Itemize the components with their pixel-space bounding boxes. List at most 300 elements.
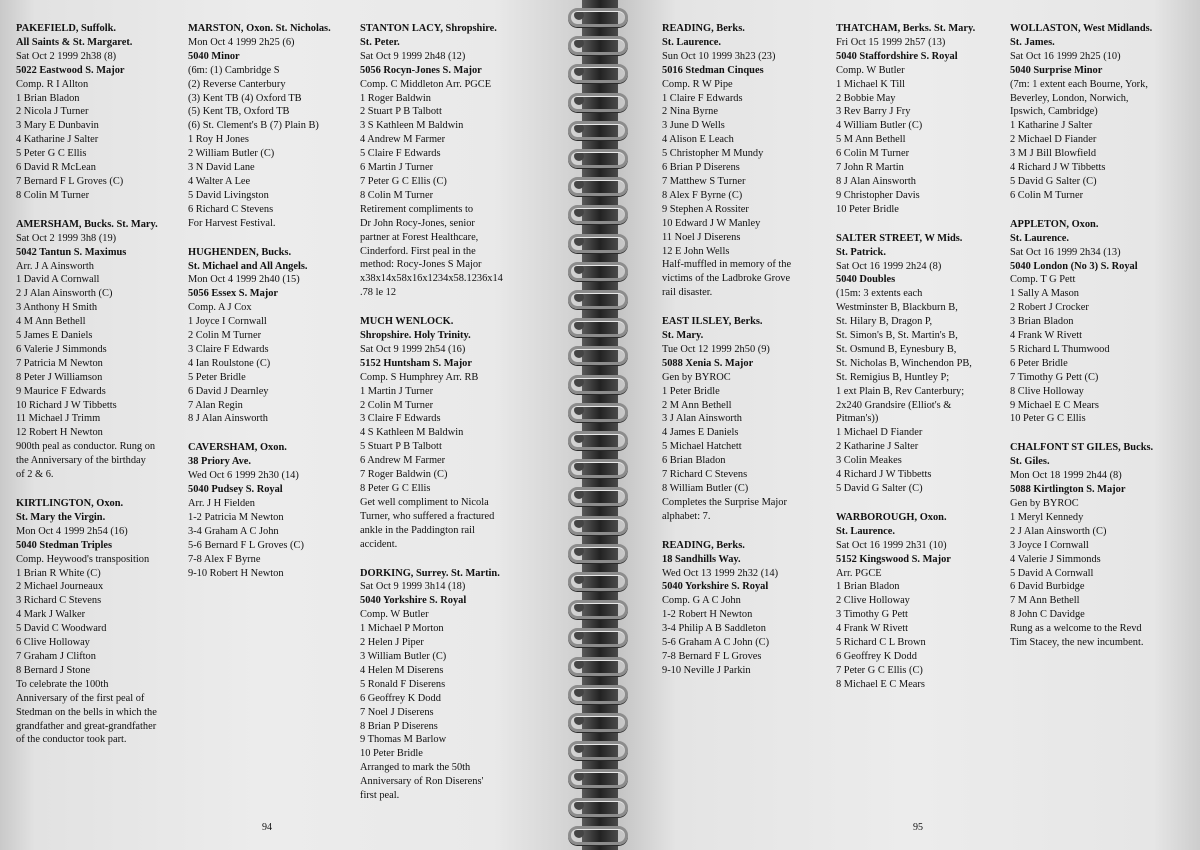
peal-record <box>836 511 975 692</box>
ringer: 4 Alison E Leach <box>662 134 734 146</box>
peal-footnote: of the conductor took part. <box>16 734 127 746</box>
ringer: 1 David A Cornwall <box>16 274 100 286</box>
peal-composition: Ipswich, Cambridge) <box>1010 106 1098 118</box>
peal-footnote: Half-muffled in memory of the <box>662 259 792 271</box>
ringer: 7 Bernard F L Groves (C) <box>16 175 124 187</box>
ringer: 1 Michael D Fiander <box>836 427 923 439</box>
peal-record <box>188 441 331 580</box>
ringer: 5 Ronald F Diserens <box>360 678 446 690</box>
right-page <box>618 0 1200 850</box>
ringer: 6 Geoffrey K Dodd <box>836 650 917 662</box>
ringer: 3 William Butler (C) <box>360 650 447 662</box>
peal-column <box>16 22 158 762</box>
ringer: 2 J Alan Ainsworth (C) <box>16 288 113 300</box>
binding-ring <box>568 318 628 337</box>
peal-date: Sat Oct 9 1999 2h48 (12) <box>360 50 466 62</box>
ringer: 6 Clive Holloway <box>16 637 90 649</box>
ringer: 4 S Kathleen M Baldwin <box>360 427 464 439</box>
peal-date: Sat Oct 16 1999 2h31 (10) <box>836 539 947 551</box>
peal-footnote: alphabet: 7. <box>662 510 711 522</box>
ringer: 2 Bobbie May <box>836 92 896 104</box>
binding-ring <box>568 234 628 253</box>
peal-composition: Gen by BYROC <box>662 371 731 383</box>
ringer: 6 David J Dearnley <box>188 385 269 397</box>
peal-location: Shropshire. Holy Trinity. <box>360 330 471 342</box>
peal-method: 5088 Xenia S. Major <box>662 357 754 369</box>
binding-ring <box>568 487 628 506</box>
peal-method: 5152 Kingswood S. Major <box>836 553 951 565</box>
peal-footnote: victims of the Ladbroke Grove <box>662 273 791 285</box>
ringer: 4 Walter A Lee <box>188 175 251 187</box>
ringer: 4 Katharine J Salter <box>16 134 99 146</box>
ringer: 6 David Burbidge <box>1010 581 1085 593</box>
peal-footnote: Dr John Rocy-Jones, senior <box>360 217 475 229</box>
peal-method: 5040 Pudsey S. Royal <box>188 484 283 496</box>
peal-date: Sat Oct 16 1999 2h34 (13) <box>1010 246 1121 258</box>
peal-date: Mon Oct 18 1999 2h44 (8) <box>1010 470 1122 482</box>
peal-column <box>360 22 503 818</box>
peal-composition: Beverley, London, Norwich, <box>1010 92 1129 104</box>
peal-date: Sat Oct 9 1999 2h54 (16) <box>360 343 466 355</box>
peal-composition: Comp. W Butler <box>836 64 905 76</box>
peal-footnote: Get well compliment to Nicola <box>360 496 489 508</box>
peal-location: St. Mary. <box>662 330 704 342</box>
peal-location: STANTON LACY, Shropshire. <box>360 23 497 34</box>
peal-composition: Arr. J A Ainsworth <box>16 260 94 272</box>
peal-composition: Comp. A J Cox <box>188 302 252 314</box>
peal-column <box>1010 22 1153 665</box>
peal-composition: (3) Kent TB (4) Oxford TB <box>188 92 302 104</box>
peal-column <box>188 22 331 595</box>
peal-method: 5040 Yorkshire S. Royal <box>662 581 769 593</box>
peal-column <box>836 22 975 707</box>
ringer: 2 Nicola J Turner <box>16 106 89 118</box>
ringer: 9 Michael E C Mears <box>1010 399 1099 411</box>
peal-composition: Arr. PGCE <box>836 567 882 579</box>
peal-composition: Pitman's)) <box>836 413 879 425</box>
ringer: 6 Peter Bridle <box>1010 357 1068 369</box>
peal-footnote: 900th peal as conductor. Rung on <box>16 441 156 453</box>
binding-ring <box>568 121 628 140</box>
ringer: 5 Claire F Edwards <box>360 148 441 160</box>
peal-footnote: the Anniversary of the birthday <box>16 455 146 467</box>
peal-location: St. Mary the Virgin. <box>16 511 106 523</box>
ringer: 6 Richard C Stevens <box>188 203 274 215</box>
ringer: 4 M Ann Bethell <box>16 316 86 328</box>
ringer: 4 Ian Roulstone (C) <box>188 357 271 369</box>
ringer: 4 Richard J W Tibbetts <box>1010 162 1106 174</box>
ringer: 1 Joyce I Cornwall <box>188 316 267 328</box>
peal-location: St. Giles. <box>1010 456 1050 468</box>
binding-ring <box>568 713 628 732</box>
peal-record <box>1010 218 1153 427</box>
ringer: 5 James E Daniels <box>16 330 93 342</box>
ringer: 6 David R McLean <box>16 162 96 174</box>
ringer: 1 Michael P Morton <box>360 623 444 635</box>
peal-date: Sat Oct 9 1999 3h14 (18) <box>360 581 466 593</box>
peal-date: Sun Oct 10 1999 3h23 (23) <box>662 50 776 62</box>
peal-footnote: partner at Forest Healthcare, <box>360 231 479 243</box>
ringer: 9 Maurice F Edwards <box>16 385 106 397</box>
ringer: 1 Katharine J Salter <box>1010 120 1093 132</box>
ringer: 3 Richard C Stevens <box>16 595 102 607</box>
ringer: 2 Michael Journeaux <box>16 581 104 593</box>
peal-method: 5056 Essex S. Major <box>188 288 279 300</box>
ringer: 7 Timothy G Pett (C) <box>1010 371 1099 383</box>
ringer: 8 Peter J Williamson <box>16 371 103 383</box>
peal-composition: Comp. C Middleton Arr. PGCE <box>360 78 492 90</box>
peal-date: Mon Oct 4 1999 2h25 (6) <box>188 36 295 48</box>
peal-footnote: Tim Stacey, the new incumbent. <box>1010 637 1144 649</box>
peal-footnote: method: Rocy-Jones S Major <box>360 259 482 271</box>
ringer: 2 Colin M Turner <box>188 330 262 342</box>
peal-composition: Comp. R W Pipe <box>662 78 733 90</box>
peal-method: 5056 Rocyn-Jones S. Major <box>360 64 482 76</box>
peal-location: St. Laurence. <box>836 525 895 537</box>
peal-composition: (15m: 3 extents each <box>836 288 923 300</box>
page-number: 95 <box>913 822 923 833</box>
peal-composition: Arr. J H Fielden <box>188 498 255 509</box>
ringer: 10 Richard J W Tibbetts <box>16 399 117 411</box>
ringer: 3 S Kathleen M Baldwin <box>360 120 464 132</box>
peal-composition: Gen by BYROC <box>1010 498 1079 509</box>
peal-location: APPLETON, Oxon. <box>1010 218 1099 230</box>
ringer: 2 Helen J Piper <box>360 637 424 649</box>
peal-record <box>1010 22 1153 203</box>
peal-location: St. Peter. <box>360 36 400 48</box>
binding-ring <box>568 177 628 196</box>
ringer: 11 Michael J Trimm <box>16 413 101 425</box>
ringer: 5 M Ann Bethell <box>836 134 906 146</box>
peal-location: WARBOROUGH, Oxon. <box>836 511 947 523</box>
peal-composition: Comp. T G Pett <box>1010 274 1076 286</box>
peal-footnote: Turner, who suffered a fractured <box>360 510 495 522</box>
peal-location: MUCH WENLOCK. <box>360 316 454 328</box>
ringer: 2 Stuart P B Talbott <box>360 106 442 118</box>
binding-ring <box>568 375 628 394</box>
peal-date: Mon Oct 4 1999 2h54 (16) <box>16 525 128 537</box>
ringer: 10 Peter Bridle <box>360 748 423 760</box>
ringer: 8 J Alan Ainsworth <box>836 175 916 187</box>
peal-footnote: .78 le 12 <box>360 287 397 299</box>
peal-record <box>662 22 791 300</box>
ringer: 4 James E Daniels <box>662 427 739 439</box>
ringer: 7-8 Bernard F L Groves <box>662 650 762 662</box>
ringer: 4 Mark J Walker <box>16 609 86 621</box>
ringer: 7 Peter G C Ellis (C) <box>836 664 923 676</box>
peal-footnote: Rung as a welcome to the Revd <box>1010 623 1142 635</box>
peal-footnote: rail disaster. <box>662 287 713 299</box>
ringer: 4 Helen M Diserens <box>360 664 444 676</box>
ringer: 3 Timothy G Pett <box>836 609 908 621</box>
ringer: 6 Geoffrey K Dodd <box>360 692 441 704</box>
peal-location: THATCHAM, Berks. St. Mary. <box>836 23 976 34</box>
binding-ring <box>568 36 628 55</box>
peal-location: 18 Sandhills Way. <box>662 553 741 565</box>
ringer: 2 Clive Holloway <box>836 595 910 607</box>
ringer: 2 Michael D Fiander <box>1010 134 1097 146</box>
peal-footnote: Completes the Surprise Major <box>662 496 787 508</box>
peal-date: Fri Oct 15 1999 2h57 (13) <box>836 36 946 48</box>
ringer: 5 David Livingston <box>188 189 269 201</box>
ringer: 8 J Alan Ainsworth <box>188 413 268 425</box>
ringer: 2 William Butler (C) <box>188 148 275 160</box>
peal-location: 38 Priory Ave. <box>188 456 251 468</box>
peal-method: 5040 Minor <box>188 50 240 62</box>
peal-method: 5022 Eastwood S. Major <box>16 64 125 76</box>
ringer: 7 Richard C Stevens <box>662 469 748 481</box>
ringer: 5-6 Bernard F L Groves (C) <box>188 539 304 551</box>
ringer: 4 Frank W Rivett <box>1010 330 1083 342</box>
peal-footnote: x38x14x58x16x1234x58.1236x14 <box>360 273 503 285</box>
peal-location: HUGHENDEN, Bucks. <box>188 246 292 258</box>
peal-date: Wed Oct 13 1999 2h32 (14) <box>662 567 779 579</box>
peal-record <box>188 22 331 231</box>
peal-record <box>662 539 791 678</box>
ringer: 6 Andrew M Farmer <box>360 455 446 467</box>
peal-method: 5040 Staffordshire S. Royal <box>836 50 958 62</box>
ringer: 6 Brian Bladon <box>662 455 726 467</box>
ringer: 12 E John Wells <box>662 245 730 257</box>
peal-composition: Comp. S Humphrey Arr. RB <box>360 371 479 383</box>
peal-location: MARSTON, Oxon. St. Nicholas. <box>188 23 331 34</box>
ringer: 5 Peter Bridle <box>188 371 246 383</box>
ringer: 4 Frank W Rivett <box>836 623 909 635</box>
peal-location: St. Patrick. <box>836 246 886 258</box>
peal-location: PAKEFIELD, Suffolk. <box>16 23 116 34</box>
ringer: 8 Colin M Turner <box>16 189 90 201</box>
peal-method: 5040 Yorkshire S. Royal <box>360 595 467 607</box>
peal-composition: St. Osmund B, Eynesbury B, <box>836 343 957 355</box>
binding-ring <box>568 346 628 365</box>
ringer: 3-4 Graham A C John <box>188 525 279 537</box>
ringer: 3 Anthony H Smith <box>16 302 98 314</box>
ringer: 1 Roger Baldwin <box>360 92 431 104</box>
ringer: 3 J Alan Ainsworth <box>662 413 742 425</box>
peal-composition: St. Simon's B, St. Martin's B, <box>836 330 958 342</box>
ringer: 5 David C Woodward <box>16 623 107 635</box>
binding-ring <box>568 544 628 563</box>
peal-location: St. Michael and All Angels. <box>188 260 308 272</box>
peal-footnote: of 2 & 6. <box>16 469 54 481</box>
peal-date: Sat Oct 2 1999 3h8 (19) <box>16 232 117 244</box>
ringer: 9-10 Robert H Newton <box>188 567 284 579</box>
ringer: 9-10 Neville J Parkin <box>662 664 751 676</box>
peal-location: CAVERSHAM, Oxon. <box>188 442 287 454</box>
ringer: 6 Valerie J Simmonds <box>16 343 107 355</box>
ringer: 1 Brian Bladon <box>16 92 80 104</box>
ringer: 1-2 Patricia M Newton <box>188 511 284 523</box>
ringer: 10 Peter G C Ellis <box>1010 413 1086 425</box>
ringer: 9 Christopher Davis <box>836 189 920 201</box>
ringer: 2 Katharine J Salter <box>836 441 919 453</box>
binding-ring <box>568 741 628 760</box>
peal-location: DORKING, Surrey. St. Martin. <box>360 567 500 579</box>
ringer: 5 David G Salter (C) <box>1010 175 1097 187</box>
ringer: 6 Colin M Turner <box>1010 189 1084 201</box>
ringer: 4 Richard J W Tibbetts <box>836 469 932 481</box>
ringer: 7 Matthew S Turner <box>662 175 746 187</box>
ringer: 8 William Butler (C) <box>662 483 749 494</box>
peal-composition: (7m: 1 extent each Bourne, York, <box>1010 78 1148 90</box>
peal-footnote: accident. <box>360 538 398 550</box>
peal-footnote: To celebrate the 100th <box>16 678 109 690</box>
peal-footnote: ankle in the Paddington rail <box>360 524 475 536</box>
peal-record <box>16 497 158 747</box>
peal-location: KIRTLINGTON, Oxon. <box>16 498 124 509</box>
peal-composition: (2) Reverse Canterbury <box>188 78 286 90</box>
peal-method: 5042 Tantun S. Maximus <box>16 246 127 258</box>
ringer: 7 John R Martin <box>836 162 904 174</box>
ringer: 8 Clive Holloway <box>1010 385 1084 397</box>
ringer: 5 David G Salter (C) <box>836 483 923 494</box>
peal-record <box>16 22 158 203</box>
peal-composition: Comp. R I Allton <box>16 78 89 90</box>
peal-composition: Comp. Heywood's transposition <box>16 553 150 565</box>
binding-ring <box>568 403 628 422</box>
ringer: 1 Peter Bridle <box>662 385 720 397</box>
peal-record <box>836 232 975 496</box>
peal-footnote: first peal. <box>360 790 400 802</box>
peal-location: WOLLASTON, West Midlands. <box>1010 23 1153 34</box>
binding-ring <box>568 290 628 309</box>
ringer: 1 Brian Bladon <box>836 581 900 593</box>
binding-ring <box>568 205 628 224</box>
ringer: 1 Roy H Jones <box>188 134 249 146</box>
peal-footnote: Retirement compliments to <box>360 203 474 215</box>
binding-ring <box>568 262 628 281</box>
binding-ring <box>568 64 628 83</box>
peal-date: Tue Oct 12 1999 2h50 (9) <box>662 343 770 355</box>
binding-ring <box>568 685 628 704</box>
peal-method: 5040 Stedman Triples <box>16 539 113 551</box>
ringer: 6 Colin M Turner <box>836 148 910 160</box>
ringer: 3 Claire F Edwards <box>360 413 441 425</box>
ringer: 5 Michael Hatchett <box>662 441 742 453</box>
peal-footnote: Stedman on the bells in which the <box>16 706 157 718</box>
ringer: 7 Roger Baldwin (C) <box>360 469 448 481</box>
ringer: 8 Colin M Turner <box>360 189 434 201</box>
peal-location: St. James. <box>1010 36 1055 48</box>
peal-location: All Saints & St. Margaret. <box>16 36 133 48</box>
peal-composition: Comp. W Butler <box>360 609 429 621</box>
peal-record <box>1010 441 1153 650</box>
ringer: 3 N David Lane <box>188 162 255 174</box>
peal-location: SALTER STREET, W Mids. <box>836 232 963 244</box>
ringer: 3 Joyce I Cornwall <box>1010 539 1089 551</box>
ringer: 1 Brian R White (C) <box>16 567 101 579</box>
peal-method: 5040 London (No 3) S. Royal <box>1010 260 1138 272</box>
binding-ring <box>568 93 628 112</box>
ringer: 5 Peter G C Ellis <box>16 148 87 160</box>
ringer: 10 Peter Bridle <box>836 203 899 215</box>
ringer: 10 Edward J W Manley <box>662 217 761 229</box>
ringer: 1 Michael K Till <box>836 78 905 90</box>
binding-ring <box>568 8 628 27</box>
peal-location: READING, Berks. <box>662 539 745 551</box>
binding-ring <box>568 826 628 845</box>
ringer: 5 Christopher M Mundy <box>662 148 764 160</box>
peal-method: 5040 Doubles <box>836 274 896 286</box>
binding-ring <box>568 149 628 168</box>
ringer: 5 Richard L Thumwood <box>1010 343 1110 355</box>
peal-footnote: Anniversary of Ron Diserens' <box>360 776 484 788</box>
peal-date: Sat Oct 16 1999 2h25 (10) <box>1010 50 1121 62</box>
binding-ring <box>568 798 628 817</box>
binding-ring <box>568 628 628 647</box>
peal-date: Sat Oct 16 1999 2h24 (8) <box>836 260 942 272</box>
peal-method: 5040 Surprise Minor <box>1010 64 1103 76</box>
ringer: 3 M J Bill Blowfield <box>1010 148 1097 160</box>
peal-location: READING, Berks. <box>662 23 745 34</box>
ringer: 3 Colin Meakes <box>836 455 902 467</box>
peal-column <box>662 22 791 693</box>
binding-ring <box>568 657 628 676</box>
ringer: 2 M Ann Bethell <box>662 399 732 411</box>
peal-location: CHALFONT ST GILES, Bucks. <box>1010 442 1154 454</box>
ringer: 3 Brian Bladon <box>1010 316 1074 328</box>
peal-footnote: Cinderford. First peal in the <box>360 245 476 257</box>
ringer: 4 Andrew M Farmer <box>360 134 446 146</box>
ringer: 12 Robert H Newton <box>16 427 103 439</box>
ringer: 7 Noel J Diserens <box>360 706 434 718</box>
peal-record <box>360 315 503 551</box>
ringer: 6 Brian P Diserens <box>662 162 740 174</box>
peal-location: EAST ILSLEY, Berks. <box>662 316 763 328</box>
ringer: 8 Michael E C Mears <box>836 678 925 690</box>
ringer: 8 Peter G C Ellis <box>360 483 431 494</box>
ringer: 5 Richard C L Brown <box>836 637 926 649</box>
peal-composition: St. Nicholas B, Winchendon PB, <box>836 357 972 369</box>
peal-record <box>836 22 975 217</box>
ringer: 5 David A Cornwall <box>1010 567 1094 579</box>
ringer: 7 Patricia M Newton <box>16 357 103 369</box>
peal-method: 5088 Kirtlington S. Major <box>1010 484 1126 496</box>
peal-location: St. Laurence. <box>1010 232 1069 244</box>
binding-ring <box>568 572 628 591</box>
ringer: 7-8 Alex F Byrne <box>188 553 261 565</box>
peal-composition: 1 ext Plain B, Rev Canterbury; <box>836 385 965 397</box>
peal-composition: 2x240 Grandsire (Elliot's & <box>836 399 952 411</box>
ringer: 8 Brian P Diserens <box>360 720 438 732</box>
peal-footnote: Arranged to mark the 50th <box>360 762 471 774</box>
peal-composition: St. Hilary B, Dragon P, <box>836 316 933 328</box>
peal-composition: Comp. G A C John <box>662 595 741 607</box>
ringer: 1-2 Robert H Newton <box>662 609 753 621</box>
ringer: 8 John C Davidge <box>1010 609 1085 621</box>
ringer: 5-6 Graham A C John (C) <box>662 637 770 649</box>
peal-record <box>16 218 158 482</box>
ringer: 9 Thomas M Barlow <box>360 734 447 746</box>
peal-record <box>360 567 503 803</box>
peal-composition: St. Remigius B, Huntley P; <box>836 371 950 383</box>
peal-composition: (6m: (1) Cambridge S <box>188 64 280 76</box>
ringer: 7 Peter G C Ellis (C) <box>360 175 447 187</box>
ringer: 2 Nina Byrne <box>662 106 718 118</box>
page-number: 94 <box>262 822 272 833</box>
peal-date: Wed Oct 6 1999 2h30 (14) <box>188 470 299 482</box>
ringer: 8 Bernard J Stone <box>16 664 91 676</box>
ringer: 3 Claire F Edwards <box>188 343 269 355</box>
ringer: 1 Meryl Kennedy <box>1010 511 1084 523</box>
peal-footnote: For Harvest Festival. <box>188 217 276 229</box>
ringer: 1 Martin J Turner <box>360 385 434 397</box>
peal-composition: (6) St. Clement's B (7) Plain B) <box>188 120 319 132</box>
ringer: 2 Robert J Crocker <box>1010 302 1089 314</box>
ringer: 2 Colin M Turner <box>360 399 434 411</box>
binding-ring <box>568 769 628 788</box>
peal-location: St. Laurence. <box>662 36 721 48</box>
